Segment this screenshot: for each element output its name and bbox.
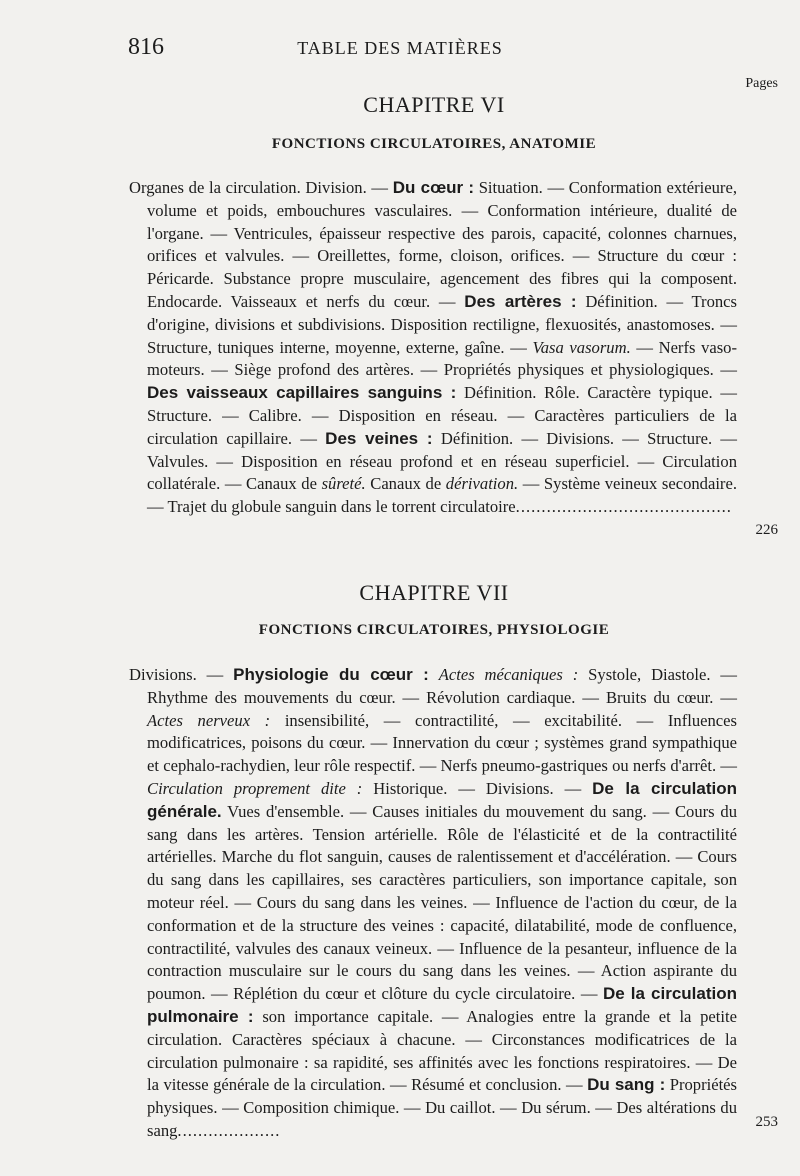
chapter-vii-title: CHAPITRE VII (359, 580, 509, 605)
italic-term: Vasa vasorum. (532, 337, 631, 357)
section-heading: Des veines : (325, 428, 433, 448)
text: Systole, Diastole. — Rhythme des mouvements du cœur. — Révolution cardiaque. — Bruits du cœur. — (147, 665, 737, 707)
chapter-vii-page-ref: 253 (755, 1114, 778, 1130)
section-heading: Des artères : (464, 291, 577, 311)
text: Canaux de (365, 474, 442, 494)
text: Définition. — Troncs d'origine, divisions et subdivisions. Disposition rectiligne, flexuosités, anastomoses. — Structure, tuniques interne, moyenne, externe, gaîne. — (147, 291, 737, 357)
italic-term: sûreté. (321, 474, 366, 494)
chapter-vi-contents (129, 177, 738, 519)
italic-term: Actes mécaniques : (438, 665, 579, 684)
chapter-vi-page-ref: 226 (755, 522, 778, 538)
text: Organes de la circulation. Division. — (129, 178, 389, 197)
text: Situation. — Conformation extérieure, volume et poids, embouchures vasculaires. — Conformation intérieure, dualité de l'organe. — Ventricules, épaisseur respective des parois, capacité, colonnes charnues, orifices et valvules. — Oreillettes, forme, cloison, orifices. — Structure du cœur : Péricarde. Substance propre musculaire, agencement des fibres qui la composent. Endocarde. Vaisseaux et nerfs du cœur. — (147, 178, 737, 311)
section-heading: Des vaisseaux capillaires sanguins : (147, 383, 457, 403)
text: — Système veineux secondaire. — Trajet du globule sanguin dans le torrent circulatoire (147, 474, 737, 517)
chapter-vii-contents (129, 664, 738, 1143)
section-heading: Physiologie du cœur : (233, 665, 429, 684)
text: Définition. Rôle. Caractère typique. — Structure. — Calibre. — Disposition en réseau. — Caractères particuliers de la circulation capillaire. — (147, 383, 738, 448)
italic-term: Actes nerveux : (147, 710, 271, 730)
text: son importance capitale. — Analogies entre la grande et la petite circulation. Caractères spéciaux à chacune. — Circonstances modificatrices de la circulation pulmonaire : sa rapidité, ses affinités avec les fonctions respiratoires. — De la vitesse générale de la circulation. — Résumé et conclusion. — (147, 1006, 737, 1095)
page-number: 816 (128, 34, 164, 60)
text: Propriétés physiques. — Composition chimique. — Du caillot. — Du sérum. — Des altérations du sang (147, 1075, 738, 1140)
dot-leader: .......................................... (515, 497, 732, 517)
chapter-vi-subtitle: FONCTIONS CIRCULATOIRES, ANATOMIE (271, 136, 597, 152)
dot-leader: .................... (177, 1120, 281, 1140)
text: Définition. — Divisions. — Structure. — Valvules. — Disposition en réseau profond et en réseau superficiel. — Circulation collatérale. — Canaux de (147, 428, 737, 494)
running-title: TABLE DES MATIÈRES (297, 38, 503, 58)
text: insensibilité, — contractilité, — excitabilité. — Influences modificatrices, poisons du cœur. — Innervation du cœur ; systèmes grand sympathique et cephalo-rachydien, leur rôle respectif. — Nerfs pneumo-gastriques ou nerfs d'arrêt. — (147, 710, 737, 776)
text: Vues d'ensemble. — Causes initiales du mouvement du sang. — Cours du sang dans les artères. Tension artérielle. Rôle de l'élasticité et de la contractilité artérielles. Marche du flot sanguin, causes de ralentissement et d'accélération. — Cours du sang dans les capillaires, ses caractères particuliers, son importance capitale, son moteur réel. — Cours du sang dans les veines. — Influence de l'action du cœur, de la conformation et de la structure des veines : capacité, dilatabilité, mode de confluence, contractilité, valvules des canaux veineux. — Influence de la pesanteur, influence de la contraction musculaire sur le cours du sang dans les veines. — Action aspirante du poumon. — Réplétion du cœur et clôture du cycle circulatoire. — (147, 801, 737, 1004)
text: Historique. — Divisions. — (362, 778, 582, 798)
text: Divisions. — (129, 665, 224, 684)
section-heading: Du cœur : (392, 178, 475, 197)
chapter-vi-title: CHAPITRE VI (363, 92, 505, 117)
section-heading: Du sang : (587, 1075, 666, 1095)
text: — Nerfs vaso-moteurs. — Siège profond des artères. — Propriétés physiques et physiologiques. — (147, 337, 738, 380)
italic-term: dérivation. (445, 474, 519, 494)
italic-term: Circulation proprement dite : (147, 778, 363, 798)
section-heading: De la circulation pulmonaire : (147, 984, 737, 1026)
pages-label: Pages (745, 76, 778, 91)
section-heading: De la circulation générale. (147, 778, 737, 821)
chapter-vii-subtitle: FONCTIONS CIRCULATOIRES, PHYSIOLOGIE (258, 622, 610, 638)
